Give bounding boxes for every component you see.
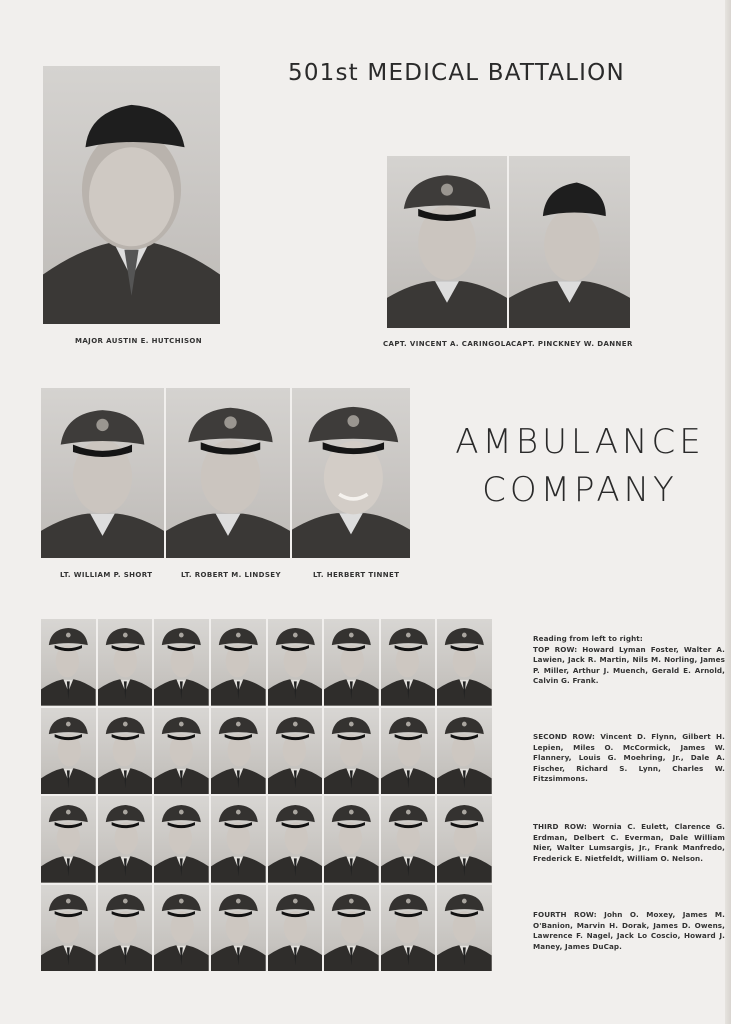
- portrait-image: [381, 708, 436, 795]
- enlisted-portrait: [154, 619, 209, 706]
- caption-danner: CAPT. PINCKNEY W. DANNER: [511, 340, 633, 348]
- portrait-image: [43, 66, 220, 324]
- caption-major: MAJOR AUSTIN E. HUTCHISON: [75, 337, 203, 345]
- enlisted-portrait: [211, 796, 266, 883]
- portrait-image: [98, 796, 153, 883]
- enlisted-portrait: [154, 708, 209, 795]
- enlisted-portrait: [41, 885, 96, 972]
- portrait-image: [41, 885, 96, 972]
- enlisted-portrait: [381, 885, 436, 972]
- row-names: Howard Lyman Foster, Walter A. Lawien, Jack R. Martin, Nils M. Norling, James P. Miller, Arthur J. Muench, Gerald E. Arnold, Calvin G. Frank.: [533, 644, 725, 686]
- row-label: SECOND ROW:: [533, 732, 595, 741]
- portrait-short: [41, 388, 164, 558]
- enlisted-portrait: [41, 796, 96, 883]
- portrait-image: [154, 796, 209, 883]
- roster-intro: Reading from left to right:: [533, 634, 643, 643]
- portrait-image: [98, 708, 153, 795]
- portrait-image: [211, 708, 266, 795]
- enlisted-portrait: [437, 619, 492, 706]
- portrait-image: [268, 885, 323, 972]
- portrait-image: [211, 619, 266, 706]
- row-names: Vincent D. Flynn, Gilbert H. Lepien, Miles O. McCormick, James W. Flannery, Louis G. Moehring, Jr., Dale A. Fischer, Richard S. Lynn, Charles W. Fitzsimmons.: [533, 732, 725, 784]
- enlisted-portrait: [437, 885, 492, 972]
- portrait-danner: [509, 156, 630, 328]
- portrait-image: [324, 708, 379, 795]
- row-label: FOURTH ROW:: [533, 910, 597, 919]
- enlisted-portrait: [98, 885, 153, 972]
- portrait-image: [98, 885, 153, 972]
- portrait-image: [41, 619, 96, 706]
- portrait-image: [381, 796, 436, 883]
- portrait-image: [381, 885, 436, 972]
- enlisted-portrait: [268, 708, 323, 795]
- portrait-image: [437, 796, 492, 883]
- enlisted-portrait: [324, 619, 379, 706]
- caption-lindsey: LT. ROBERT M. LINDSEY: [181, 571, 281, 579]
- enlisted-portrait: [437, 796, 492, 883]
- portrait-image: [324, 619, 379, 706]
- portrait-image: [211, 885, 266, 972]
- caption-caringola: CAPT. VINCENT A. CARINGOLA: [383, 340, 512, 348]
- enlisted-portrait: [41, 708, 96, 795]
- enlisted-portrait: [268, 619, 323, 706]
- enlisted-portrait: [98, 619, 153, 706]
- enlisted-portrait: [154, 885, 209, 972]
- enlisted-portrait: [324, 885, 379, 972]
- row-label: THIRD ROW:: [533, 822, 587, 831]
- enlisted-portrait: [268, 885, 323, 972]
- portrait-image: [154, 708, 209, 795]
- caption-short: LT. WILLIAM P. SHORT: [60, 571, 153, 579]
- portrait-image: [387, 156, 507, 328]
- portrait-image: [41, 796, 96, 883]
- enlisted-portrait: [381, 796, 436, 883]
- roster-second-row: [533, 732, 725, 785]
- row-names: Wornia C. Eulett, Clarence G. Erdman, Delbert C. Everman, Dale William Nier, Walter Lumsargis, Jr., Frank Manfredo, Frederick E. Nietfeldt, William O. Nelson.: [533, 822, 725, 863]
- page-title: 501st MEDICAL BATTALION: [288, 60, 625, 86]
- enlisted-portrait: [41, 619, 96, 706]
- enlisted-portrait: [324, 796, 379, 883]
- enlisted-portrait: [381, 619, 436, 706]
- portrait-image: [166, 388, 290, 558]
- portrait-major: [43, 66, 220, 324]
- enlisted-portrait: [211, 885, 266, 972]
- enlisted-portrait: [324, 708, 379, 795]
- row-label: TOP ROW:: [533, 644, 578, 654]
- portrait-image: [268, 796, 323, 883]
- portrait-image: [98, 619, 153, 706]
- portrait-lindsey: [166, 388, 290, 558]
- portrait-image: [41, 388, 164, 558]
- portrait-image: [437, 619, 492, 706]
- portrait-image: [268, 708, 323, 795]
- portrait-image: [292, 388, 410, 558]
- roster-fourth-row: [533, 910, 725, 952]
- portrait-image: [324, 796, 379, 883]
- roster-top-row: [533, 634, 725, 687]
- portrait-image: [437, 885, 492, 972]
- enlisted-photo-grid: [41, 619, 492, 971]
- portrait-image: [381, 619, 436, 706]
- enlisted-portrait: [381, 708, 436, 795]
- caption-tinnet: LT. HERBERT TINNET: [313, 571, 400, 579]
- section-title: AMBULANCE COMPANY: [455, 422, 705, 510]
- portrait-image: [154, 619, 209, 706]
- row-names: John O. Moxey, James M. O'Banion, Marvin H. Dorak, James D. Owens, Lawrence F. Nagel, Jack Lo Coscio, Howard J. Maney, James DuCap.: [533, 910, 725, 951]
- portrait-tinnet: [292, 388, 410, 558]
- portrait-image: [437, 708, 492, 795]
- enlisted-portrait: [98, 708, 153, 795]
- enlisted-portrait: [211, 619, 266, 706]
- enlisted-portrait: [437, 708, 492, 795]
- enlisted-portrait: [268, 796, 323, 883]
- portrait-image: [268, 619, 323, 706]
- portrait-image: [154, 885, 209, 972]
- portrait-caringola: [387, 156, 507, 328]
- enlisted-portrait: [98, 796, 153, 883]
- enlisted-portrait: [211, 708, 266, 795]
- portrait-image: [211, 796, 266, 883]
- portrait-image: [509, 156, 630, 328]
- portrait-image: [324, 885, 379, 972]
- portrait-image: [41, 708, 96, 795]
- roster-third-row: [533, 822, 725, 864]
- enlisted-portrait: [154, 796, 209, 883]
